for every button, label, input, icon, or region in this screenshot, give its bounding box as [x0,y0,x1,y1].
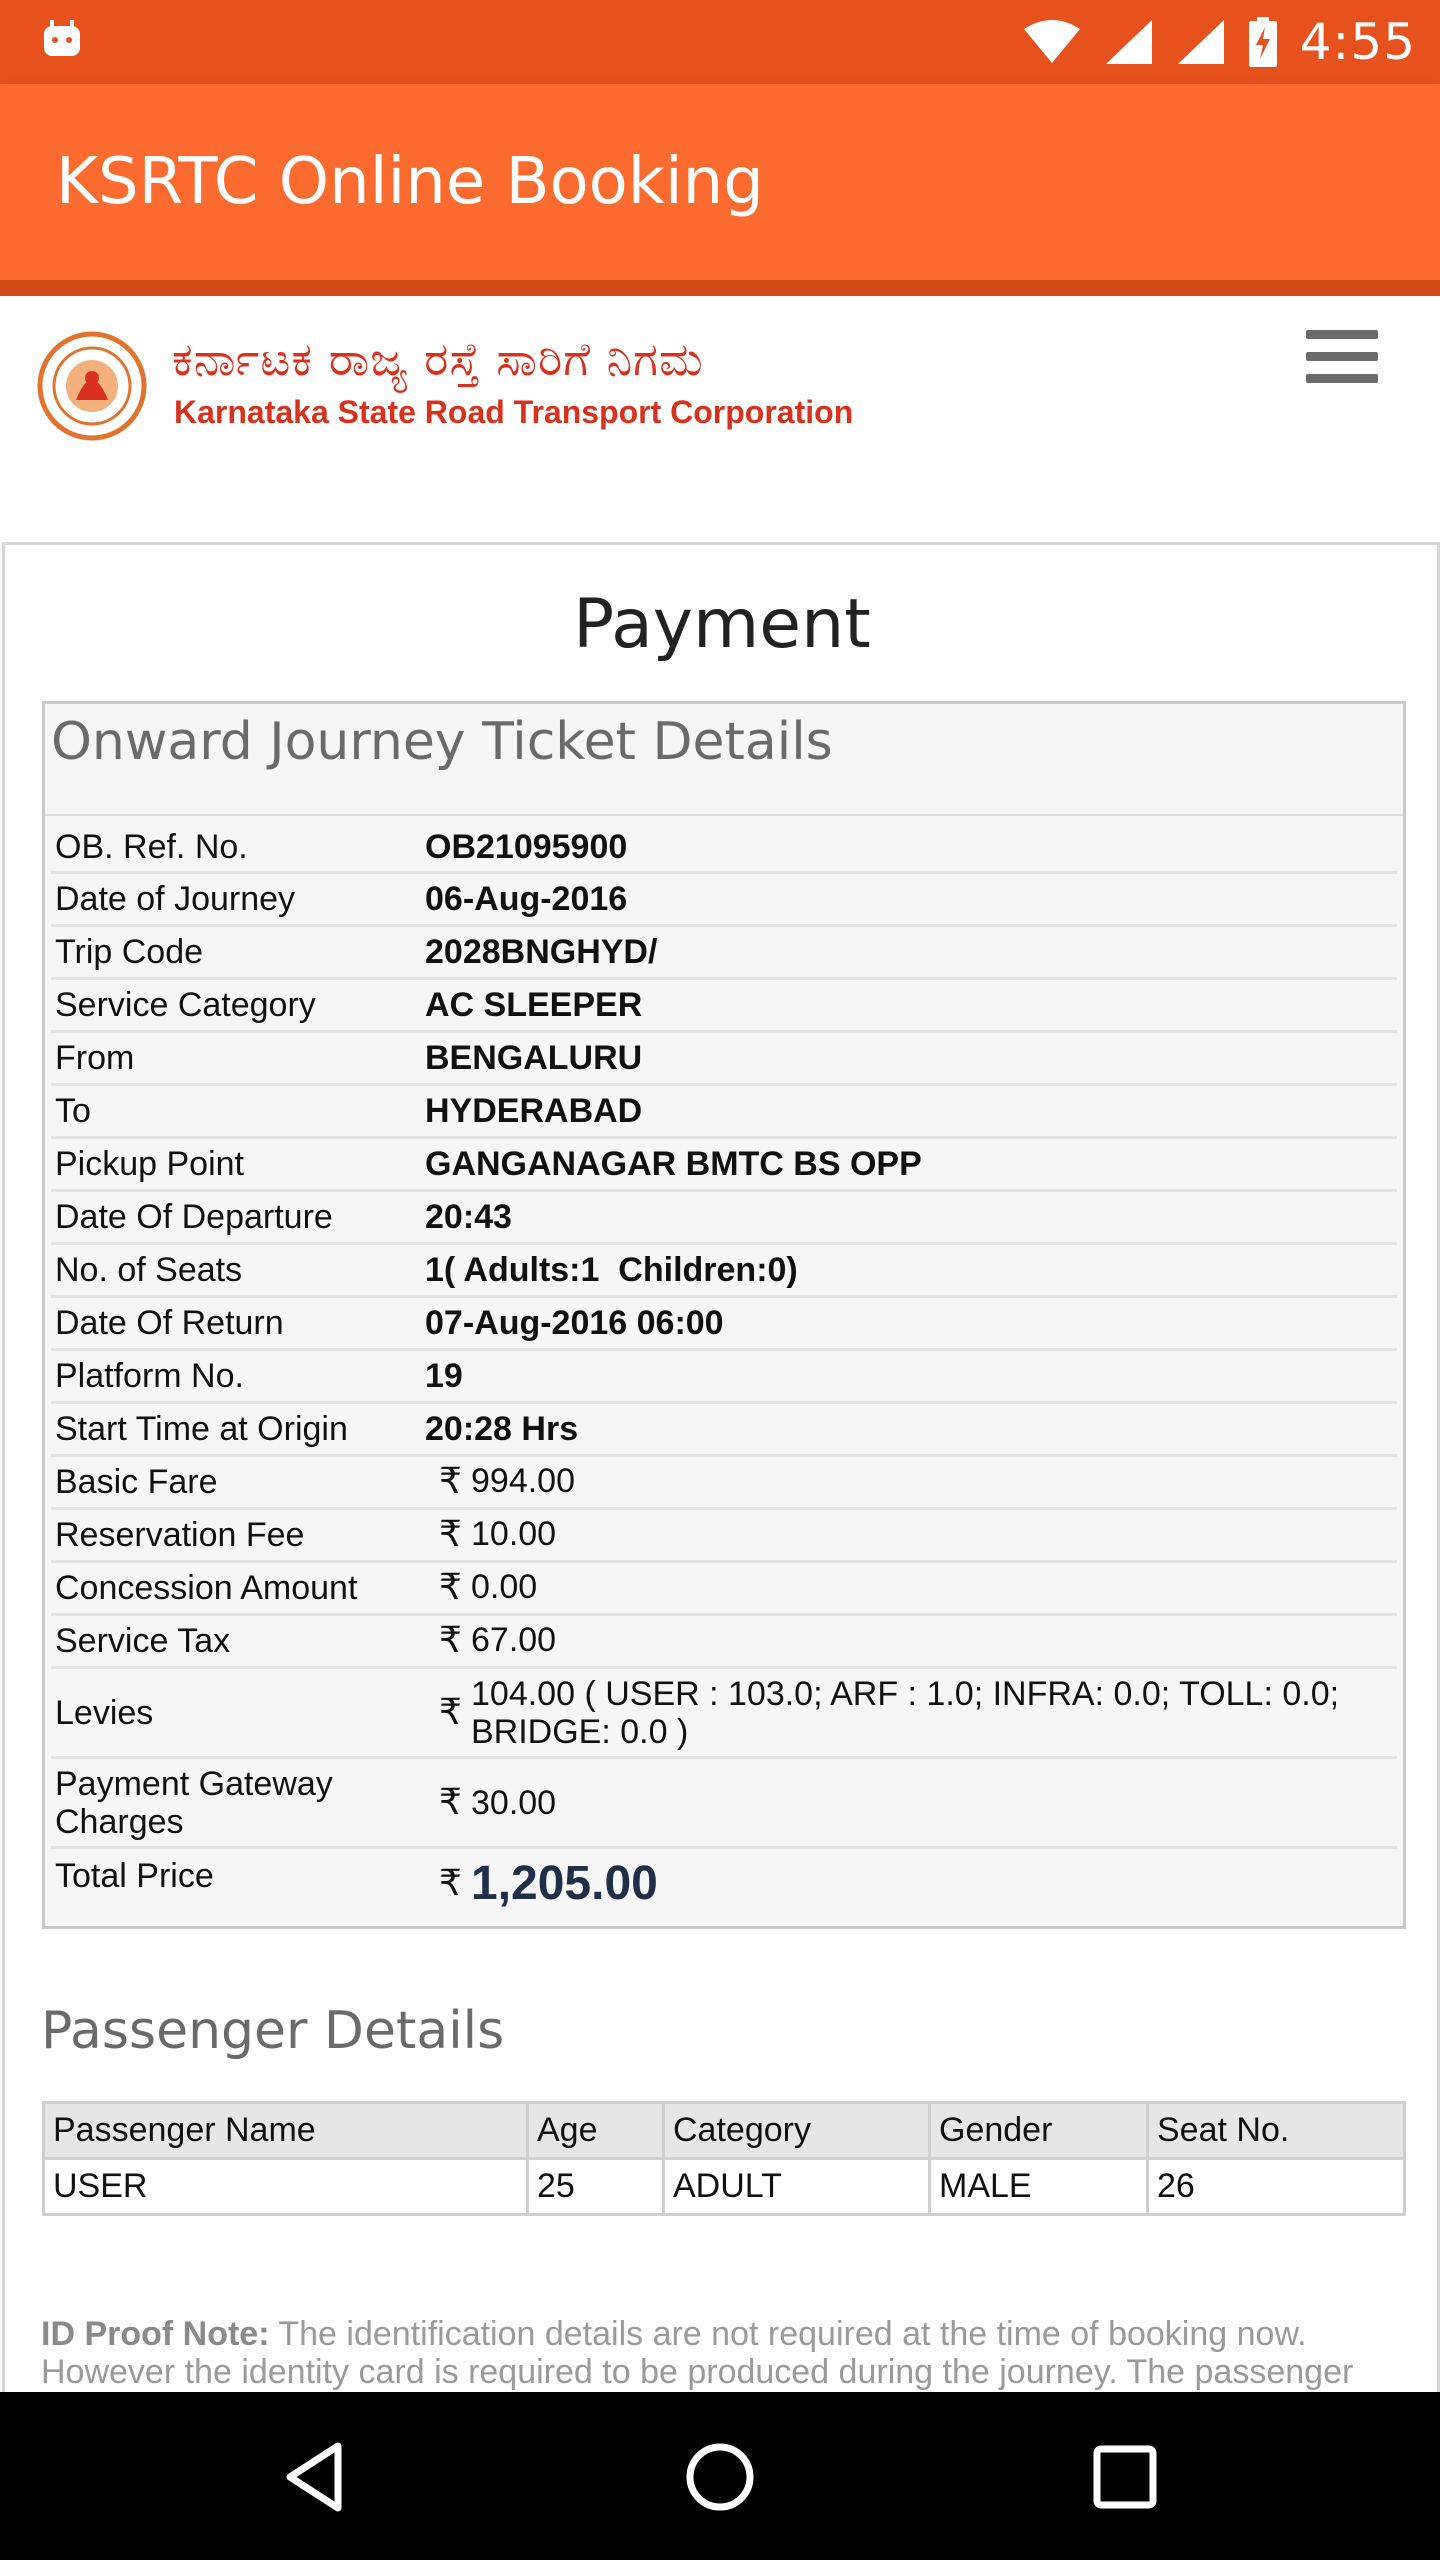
ticket-rows [51,822,1397,1919]
note-text: The identification details are not required at the time of booking now. However the identity card is required to be produced during the journey. The passenger [41,2315,1354,2391]
wifi-icon [1022,19,1082,65]
row-value: AC SLEEPER [425,986,643,1024]
fare-row [51,1510,1397,1563]
row-label: Pickup Point [55,1145,244,1183]
row-value: OB21095900 [425,827,628,866]
fare-row [51,1759,1397,1849]
fare-amount: 30.00 [471,1783,557,1822]
signal-icon [1104,18,1154,66]
hamburger-menu-icon[interactable] [1306,330,1378,384]
row-label: Trip Code [55,933,204,971]
note-label: ID Proof Note: [41,2315,270,2353]
rupee-icon: ₹ [439,1691,462,1733]
fare-value [425,1621,1397,1661]
column-header: Gender [930,2103,1148,2159]
app-bar-divider [0,280,1440,296]
brand-kannada-name: ಕರ್ನಾಟಕ ರಾಜ್ಯ ರಸ್ತೆ ಸಾರಿಗೆ ನಿಗಮ [172,332,704,386]
ticket-row [51,1298,1397,1351]
row-value: 20:43 [425,1198,512,1236]
battery-charging-icon [1248,17,1278,67]
brand-header [0,296,1440,536]
id-proof-note [41,2315,1411,2391]
fare-row [51,1457,1397,1510]
ticket-row [51,874,1397,927]
fare-row [51,1669,1397,1759]
ticket-row [51,1033,1397,1086]
total-row [51,1849,1397,1919]
row-value: 1( Adults:1 Children:0) [425,1251,798,1289]
ticket-row [51,1404,1397,1457]
ticket-details-panel [42,701,1406,1929]
navigation-bar [0,2392,1440,2560]
table-cell: 25 [528,2159,664,2215]
total-value [425,1858,1397,1910]
row-value: 19 [425,1357,463,1395]
ksrtc-logo[interactable] [36,330,148,442]
signal-icon [1176,18,1226,66]
table-header-row [44,2103,1405,2159]
fare-value [425,1515,1397,1555]
row-label: Levies [55,1693,154,1732]
rupee-icon: ₹ [439,1620,462,1661]
column-header: Passenger Name [44,2103,528,2159]
rupee-icon: ₹ [439,1514,462,1555]
ticket-row [51,1139,1397,1192]
row-value: GANGANAGAR BMTC BS OPP [425,1145,922,1183]
row-label: Platform No. [55,1357,244,1395]
row-label: Payment Gateway Charges [55,1764,333,1841]
table-cell: ADULT [664,2159,930,2215]
fare-value [425,1675,1397,1751]
android-icon [40,18,84,62]
row-value: BENGALURU [425,1039,643,1077]
column-header: Seat No. [1148,2103,1405,2159]
row-label: From [55,1039,135,1077]
total-amount: 1,205.00 [471,1857,658,1910]
ticket-row [51,1086,1397,1139]
rupee-icon: ₹ [439,1863,462,1904]
rupee-icon: ₹ [439,1567,462,1608]
row-label: Service Category [55,986,316,1024]
fare-row [51,1563,1397,1616]
main-content [2,542,1440,2392]
app-title: KSRTC Online Booking [56,145,764,219]
row-label: Concession Amount [55,1569,358,1607]
table-cell: MALE [930,2159,1148,2215]
passenger-table [42,2101,1406,2216]
row-value: 2028BNGHYD/ [425,933,658,971]
row-label: Date Of Return [55,1304,284,1342]
section-divider [45,814,1403,816]
column-header: Age [528,2103,664,2159]
ticket-row [51,822,1397,874]
ticket-row [51,927,1397,980]
row-value: 20:28 Hrs [425,1410,579,1448]
row-label: Basic Fare [55,1463,218,1501]
passenger-section-title: Passenger Details [41,2001,505,2061]
fare-amount: 0.00 [471,1568,538,1606]
page-title: Payment [573,585,871,664]
fare-amount: 104.00 ( USER : 103.0; ARF : 1.0; INFRA: 0.0; TOLL: 0.0; BRIDGE: 0.0 ) [471,1674,1340,1751]
row-value: HYDERABAD [425,1092,643,1130]
fare-value [425,1462,1397,1502]
row-label: Date of Journey [55,880,296,918]
row-label: To [55,1092,91,1130]
ticket-row [51,1245,1397,1298]
fare-amount: 10.00 [471,1515,557,1553]
brand-english-name: Karnataka State Road Transport Corporation [174,394,854,430]
app-bar [0,84,1440,280]
rupee-icon: ₹ [439,1461,462,1502]
fare-amount: 994.00 [471,1462,575,1500]
row-label: Start Time at Origin [55,1410,348,1448]
table-cell: USER [44,2159,528,2215]
ticket-row [51,1192,1397,1245]
row-value: 06-Aug-2016 [425,880,628,918]
fare-row [51,1616,1397,1669]
status-bar [0,0,1440,84]
rupee-icon: ₹ [439,1781,462,1823]
row-label: No. of Seats [55,1251,243,1289]
total-label: Total Price [55,1857,214,1895]
fare-value [425,1783,1397,1823]
status-time: 4:55 [1299,13,1416,71]
ticket-section-title: Onward Journey Ticket Details [51,712,833,772]
row-label: OB. Ref. No. [55,827,248,866]
fare-amount: 67.00 [471,1621,557,1659]
fare-value [425,1568,1397,1608]
row-value: 07-Aug-2016 06:00 [425,1304,724,1342]
back-icon[interactable] [270,2432,360,2522]
table-cell: 26 [1148,2159,1405,2215]
ticket-row [51,980,1397,1033]
ticket-row [51,1351,1397,1404]
row-label: Reservation Fee [55,1516,305,1554]
row-label: Date Of Departure [55,1198,333,1236]
column-header: Category [664,2103,930,2159]
row-label: Service Tax [55,1622,231,1660]
home-icon[interactable] [675,2432,765,2522]
table-row [44,2159,1405,2215]
recents-icon[interactable] [1080,2432,1170,2522]
